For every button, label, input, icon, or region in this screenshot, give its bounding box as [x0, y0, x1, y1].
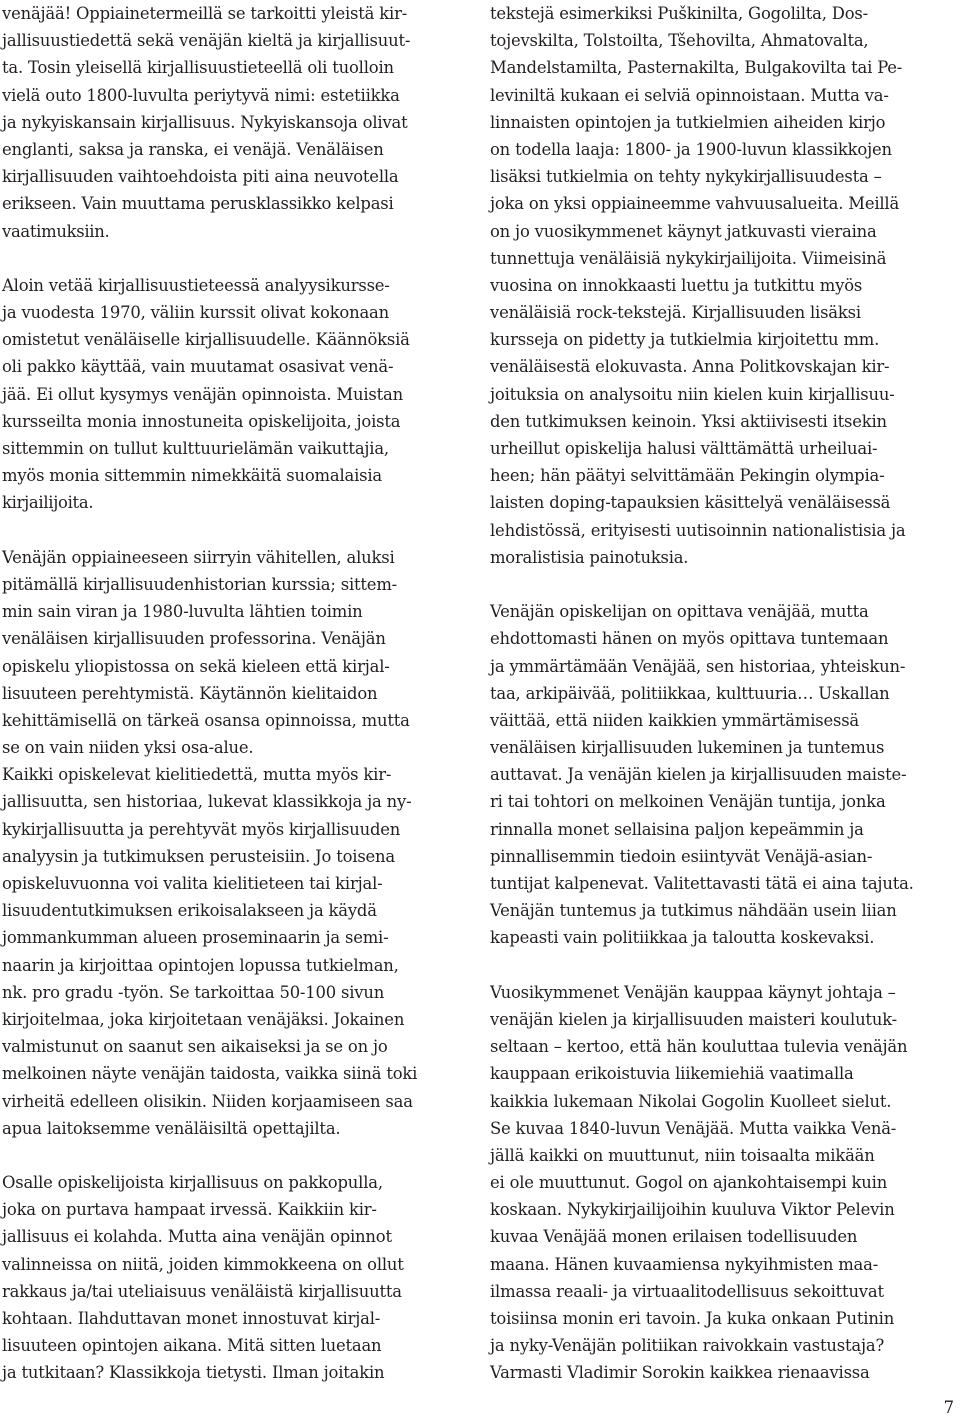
- text-line: auttavat. Ja venäjän kielen ja kirjallisuuden maiste-: [490, 765, 907, 785]
- text-line: valinneissa on niitä, joiden kimmokkeena on ollut: [2, 1254, 404, 1274]
- paragraph-gap: [2, 1142, 472, 1169]
- text-line: myös monia sittemmin nimekkäitä suomalaisia: [2, 466, 382, 486]
- text-line: Varmasti Vladimir Sorokin kaikkea rienaavissa: [490, 1363, 870, 1383]
- text-line: tojevskilta, Tolstoilta, Tšehovilta, Ahmatovalta,: [490, 31, 869, 51]
- text-line: vaatimuksiin.: [2, 221, 110, 241]
- text-line: nk. pro gradu -työn. Se tarkoittaa 50-100 sivun: [2, 982, 385, 1002]
- text-line: omistetut venäläiselle kirjallisuudelle. Käännöksiä: [2, 330, 410, 350]
- text-line: Vuosikymmenet Venäjän kauppaa käynyt johtaja –: [490, 982, 896, 1002]
- text-line: virheitä edelleen olisikin. Niiden korjaamiseen saa: [2, 1091, 413, 1111]
- text-line: jällä kaikki on muuttunut, niin toisaalta mikään: [490, 1145, 875, 1165]
- text-line: toisiinsa monin eri tavoin. Ja kuka onkaan Putinin: [490, 1309, 895, 1328]
- text-line: jallisuutta, sen historiaa, lukevat klassikkoja ja ny-: [2, 792, 412, 812]
- text-line: ja tutkitaan? Klassikkoja tietysti. Ilman joitakin: [2, 1363, 385, 1383]
- paragraph: [490, 0, 960, 571]
- text-line: Venäjän opiskelijan on opittava venäjää, mutta: [490, 602, 869, 622]
- text-line: lisuuteen perehtymistä. Käytännön kielitaidon: [2, 683, 378, 703]
- text-line: joka on purtava hampaat irvessä. Kaikkiin kir-: [2, 1200, 377, 1220]
- text-line: joka on yksi oppiaineemme vahvuusalueita. Meillä: [490, 194, 900, 214]
- text-line: Mandelstamilta, Pasternakilta, Bulgakovilta tai Pe-: [490, 58, 903, 78]
- text-line: Osalle opiskelijoista kirjallisuus on pakkopulla,: [2, 1173, 383, 1193]
- text-line: pinnallisemmin tiedoin esiintyvät Venäjä-asian-: [490, 846, 873, 866]
- text-line: urheillut opiskelija halusi välttämättä urheiluai-: [490, 439, 878, 458]
- paragraph-gap: [2, 245, 472, 272]
- text-line: heen; hän päätyi selvittämään Pekingin olympia-: [490, 466, 885, 486]
- text-line: jallisuus ei kolahda. Mutta aina venäjän opinnot: [2, 1227, 392, 1247]
- text-line: linnaisten opintojen ja tutkielmien aiheiden kirjo: [490, 112, 886, 132]
- page-number: 7: [943, 1398, 954, 1417]
- text-line: den tutkimuksen keinoin. Yksi aktiivisesti itsekin: [490, 411, 887, 431]
- text-line: ja nyky-Venäjän politiikan raivokkain vastustaja?: [490, 1336, 885, 1356]
- text-line: rinnalla monet sellaisina paljon kepeämmin ja: [490, 819, 864, 839]
- text-line: jää. Ei ollut kysymys venäjän opinnoista. Muistan: [2, 384, 403, 404]
- text-line: Venäjän oppiaineeseen siirryin vähitellen, aluksi: [2, 547, 395, 567]
- text-line: pitämällä kirjallisuudenhistorian kurssia; sittem-: [2, 574, 398, 594]
- text-line: tunnettuja venäläisiä nykykirjailijoita. Viimeisinä: [490, 248, 887, 268]
- left-column: [2, 0, 472, 1387]
- text-line: kirjoitelmaa, joka kirjoitetaan venäjäksi. Jokainen: [2, 1009, 405, 1029]
- text-line: kapeasti vain politiikkaa ja taloutta koskevaksi.: [490, 928, 875, 948]
- text-line: on jo vuosikymmenet käynyt jatkuvasti vieraina: [490, 221, 877, 241]
- text-line: opiskelu yliopistossa on sekä kieleen että kirjal-: [2, 656, 390, 676]
- text-line: kohtaan. Ilahduttavan monet innostuvat kirjal-: [2, 1309, 381, 1328]
- text-line: oli pakko käyttää, vain muutamat osasivat venä-: [2, 357, 394, 377]
- text-line: Se kuvaa 1840-luvun Venäjää. Mutta vaikka Venä-: [490, 1118, 897, 1138]
- text-line: rakkaus ja/tai uteliaisuus venäläistä kirjallisuutta: [2, 1281, 402, 1301]
- text-line: on todella laaja: 1800- ja 1900-luvun klassikkojen: [490, 139, 892, 159]
- text-line: seltaan – kertoo, että hän kouluttaa tulevia venäjän: [490, 1037, 908, 1057]
- text-line: ri tai tohtori on melkoinen Venäjän tuntija, jonka: [490, 792, 886, 812]
- text-line: jommankumman alueen proseminaarin ja semi-: [2, 928, 389, 948]
- paragraph-gap: [490, 571, 960, 598]
- text-line: englanti, saksa ja ranska, ei venäjä. Venäläisen: [2, 139, 384, 159]
- text-line: apua laitoksemme venäläisiltä opettajilta.: [2, 1118, 341, 1138]
- right-column: [490, 0, 960, 1387]
- text-line: ilmassa reaali- ja virtuaalitodellisuus sekoittuvat: [490, 1281, 884, 1301]
- text-line: se on vain niiden yksi osa-alue.: [2, 738, 254, 758]
- text-line: Kaikki opiskelevat kielitiedettä, mutta myös kir-: [2, 765, 392, 785]
- text-line: naarin ja kirjoittaa opintojen lopussa tutkielman,: [2, 955, 399, 975]
- text-line: ta. Tosin yleisellä kirjallisuustieteellä oli tuolloin: [2, 58, 394, 78]
- paragraph: [2, 272, 472, 517]
- text-line: ja ymmärtämään Venäjää, sen historiaa, yhteiskun-: [490, 656, 906, 676]
- text-line: kuvaa Venäjää monen erilaisen todellisuuden: [490, 1227, 858, 1247]
- text-line: ja vuodesta 1970, väliin kurssit olivat kokonaan: [2, 303, 390, 323]
- text-line: lisäksi tutkielmia on tehty nykykirjallisuudesta –: [490, 167, 882, 187]
- text-line: opiskeluvuonna voi valita kielitieteen tai kirjal-: [2, 874, 383, 893]
- text-line: koskaan. Nykykirjailijoihin kuuluva Viktor Pelevin: [490, 1200, 895, 1220]
- text-line: kehittämisellä on tärkeä osansa opinnoissa, mutta: [2, 710, 410, 730]
- text-line: joituksia on analysoitu niin kielen kuin kirjallisuu-: [490, 384, 895, 404]
- paragraph: [2, 1169, 472, 1387]
- text-line: kykirjallisuutta ja perehtyvät myös kirjallisuuden: [2, 819, 401, 839]
- text-line: kirjallisuuden vaihtoehdoista piti aina neuvotella: [2, 167, 399, 187]
- text-line: venäjän kielen ja kirjallisuuden maisteri koulutuk-: [490, 1009, 897, 1029]
- text-line: Aloin vetää kirjallisuustieteessä analyysikursse-: [2, 275, 390, 295]
- text-line: jallisuustiedettä sekä venäjän kieltä ja kirjallisuut-: [2, 31, 411, 51]
- text-line: moralistisia painotuksia.: [490, 547, 689, 567]
- text-line: ehdottomasti hänen on myös opittava tuntemaan: [490, 629, 889, 649]
- text-line: min sain viran ja 1980-luvulta lähtien toimin: [2, 602, 363, 622]
- text-line: vielä outo 1800-luvulta periytyvä nimi: estetiikka: [2, 85, 400, 105]
- text-line: erikseen. Vain muuttama perusklassikko kelpasi: [2, 194, 394, 214]
- text-line: venäläisen kirjallisuuden professorina. Venäjän: [2, 629, 386, 649]
- text-line: tekstejä esimerkiksi Puškinilta, Gogolilta, Dos-: [490, 4, 868, 23]
- text-line: analyysin ja tutkimuksen perusteisiin. Jo toisena: [2, 846, 395, 866]
- text-line: lisuudentutkimuksen erikoisalakseen ja käydä: [2, 901, 377, 921]
- paragraph: [490, 979, 960, 1387]
- paragraph: [490, 598, 960, 951]
- text-line: lisuuteen opintojen aikana. Mitä sitten luetaan: [2, 1336, 382, 1356]
- text-line: lehdistössä, erityisesti uutisoinnin nationalistisia ja: [490, 520, 906, 540]
- text-line: kauppaan erikoistuvia liikemiehiä vaatimalla: [490, 1064, 854, 1084]
- text-line: kirjailijoita.: [2, 493, 94, 513]
- text-line: laisten doping-tapauksien käsittelyä venäläisessä: [490, 493, 891, 513]
- text-line: Venäjän tuntemus ja tutkimus nähdään usein liian: [490, 901, 897, 921]
- text-line: väittää, että niiden kaikkien ymmärtämisessä: [490, 710, 859, 730]
- text-line: venäläisestä elokuvasta. Anna Politkovskajan kir-: [490, 357, 890, 377]
- text-line: sittemmin on tullut kulttuurielämän vaikuttajia,: [2, 439, 389, 458]
- text-line: venäjää! Oppiainetermeillä se tarkoitti yleistä kir-: [2, 4, 408, 23]
- paragraph-gap: [490, 952, 960, 979]
- text-line: venäläisiä rock-tekstejä. Kirjallisuuden lisäksi: [490, 303, 861, 323]
- text-line: taa, arkipäivää, politiikkaa, kulttuuria… Uskallan: [490, 683, 890, 703]
- text-line: ei ole muuttunut. Gogol on ajankohtaisempi kuin: [490, 1173, 888, 1193]
- text-line: tuntijat kalpenevat. Valitettavasti tätä ei aina tajuta.: [490, 874, 914, 893]
- text-line: venäläisen kirjallisuuden lukeminen ja tuntemus: [490, 738, 885, 758]
- text-line: vuosina on innokkaasti luettu ja tutkittu myös: [490, 275, 863, 295]
- paragraph: [2, 544, 472, 1142]
- paragraph-gap: [2, 517, 472, 544]
- paragraph: [2, 0, 472, 245]
- text-line: kursseilta monia innostuneita opiskelijoita, joista: [2, 411, 401, 431]
- text-line: kaikkia lukemaan Nikolai Gogolin Kuolleet sielut.: [490, 1091, 892, 1111]
- text-line: leviniltä kukaan ei selviä opinnoistaan. Mutta va-: [490, 85, 889, 105]
- text-line: maana. Hänen kuvaamiensa nykyihmisten maa-: [490, 1254, 879, 1274]
- text-line: melkoinen näyte venäjän taidosta, vaikka siinä toki: [2, 1064, 418, 1084]
- text-line: kursseja on pidetty ja tutkielmia kirjoitettu mm.: [490, 330, 880, 350]
- text-line: valmistunut on saanut sen aikaiseksi ja se on jo: [2, 1037, 388, 1057]
- text-line: ja nykyiskansain kirjallisuus. Nykyiskansoja olivat: [2, 112, 408, 132]
